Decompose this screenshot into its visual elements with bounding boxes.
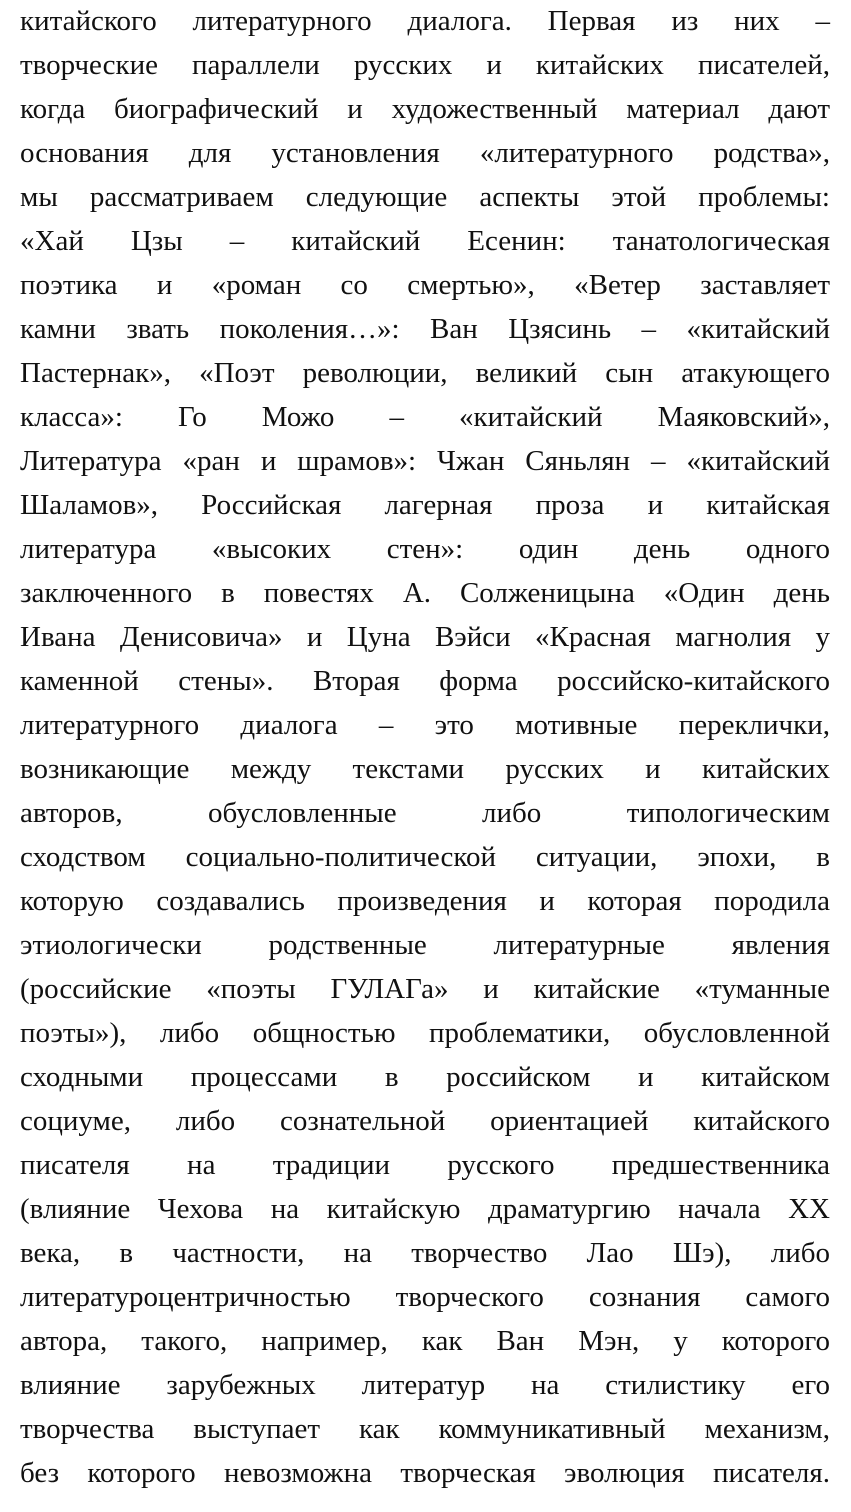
text-line: творчества выступает как коммуникативный механизм, [20,1413,830,1445]
text-line: (российские «поэты ГУЛАГа» и китайские «туманные [20,973,830,1005]
text-line: «Хай Цзы – китайский Есенин: танатологическая [20,225,830,257]
text-line: китайского литературного диалога. Первая из них – [20,5,830,37]
text-line: основания для установления «литературного родства», [20,137,830,169]
text-line: класса»: Го Можо – «китайский Маяковский», [20,401,830,433]
text-line: литература «высоких стен»: один день одного [20,533,830,565]
text-line: поэты»), либо общностью проблематики, обусловленной [20,1017,830,1049]
body-paragraph [20,0,830,1496]
text-line: Ивана Денисовича» и Цуна Вэйси «Красная магнолия у [20,621,830,653]
text-line: авторов, обусловленные либо типологическим [20,797,830,829]
text-line: сходством социально-политической ситуации, эпохи, в [20,841,830,873]
text-line: камни звать поколения…»: Ван Цзясинь – «китайский [20,313,830,345]
text-line: творческие параллели русских и китайских писателей, [20,49,830,81]
text-line: каменной стены». Вторая форма российско-китайского [20,665,830,697]
text-line: сходными процессами в российском и китайском [20,1061,830,1093]
text-line: Литература «ран и шрамов»: Чжан Сяньлян – «китайский [20,445,830,477]
text-line: влияние зарубежных литератур на стилистику его [20,1369,830,1401]
text-line: литературоцентричностью творческого сознания самого [20,1281,830,1313]
text-line: автора, такого, например, как Ван Мэн, у которого [20,1325,830,1357]
text-line: Пастернак», «Поэт революции, великий сын атакующего [20,357,830,389]
text-line: поэтика и «роман со смертью», «Ветер заставляет [20,269,830,301]
text-line: заключенного в повестях А. Солженицына «Один день [20,577,830,609]
text-line: когда биографический и художественный материал дают [20,93,830,125]
text-line: Шаламов», Российская лагерная проза и китайская [20,489,830,521]
text-line: без которого невозможна творческая эволюция писателя. [20,1457,830,1489]
text-line: века, в частности, на творчество Лао Шэ), либо [20,1237,830,1269]
text-line: (влияние Чехова на китайскую драматургию начала XX [20,1193,830,1225]
text-line: писателя на традиции русского предшественника [20,1149,830,1181]
text-line: которую создавались произведения и которая породила [20,885,830,917]
text-line: мы рассматриваем следующие аспекты этой проблемы: [20,181,830,213]
text-line: социуме, либо сознательной ориентацией китайского [20,1105,830,1137]
text-line: возникающие между текстами русских и китайских [20,753,830,785]
text-line: литературного диалога – это мотивные переклички, [20,709,830,741]
text-line: этиологически родственные литературные явления [20,929,830,961]
